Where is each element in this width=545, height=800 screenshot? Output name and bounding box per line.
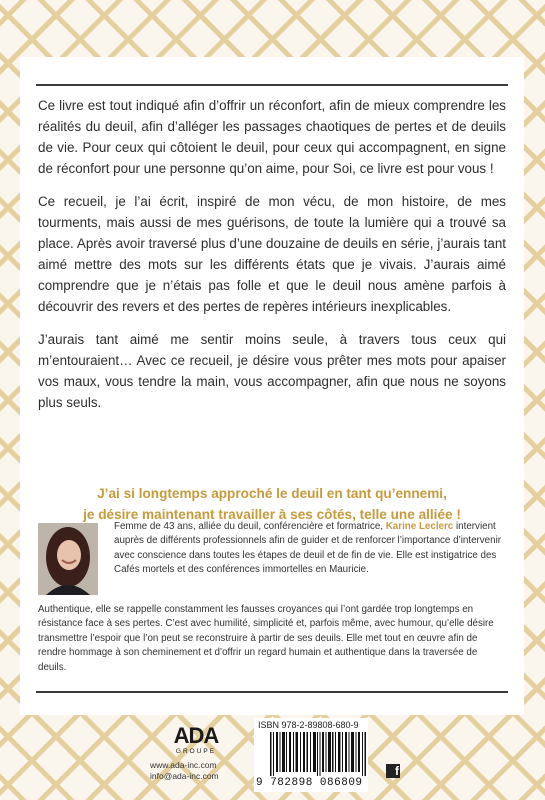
paragraph-3: J’aurais tant aimé me sentir moins seule, à travers tous ceux qui m’entouraient… Avec ce recueil, je désire vous prêter mes mots pour apaiser vos maux, vous tendre la main, vous accompagner, afin que nous ne soyons plus seuls. — [38, 332, 506, 410]
quote-line-2: je désire maintenant travailler à ses côtés, telle une alliée ! — [83, 507, 461, 522]
facebook-icon[interactable]: f — [386, 764, 400, 778]
email-link[interactable]: info@ada-inc.com — [150, 771, 219, 781]
website-link[interactable]: www.ada-inc.com — [150, 760, 217, 770]
author-name: Karine Leclerc — [385, 521, 454, 532]
back-cover-panel — [20, 57, 524, 715]
logo-text: ADA — [173, 723, 219, 748]
logo-subtext: GROUPE — [175, 748, 217, 755]
bio-intro: Femme de 43 ans, alliée du deuil, conférencière et formatrice, — [114, 521, 386, 532]
barcode-digits: 9 782898 086809 — [256, 777, 363, 789]
description-text — [38, 95, 506, 425]
paragraph-1: Ce livre est tout indiqué afin d’offrir un réconfort, afin de mieux comprendre les réalités du deuil, afin d’alléger les passages chaotiques de pertes et de deuils de vie. Pour ceux qui côtoient le deuil, pour ceux qui accompagnent, en signe de réconfort pour une personne qu’on aime, pour Soi, ce livre est pour vous ! — [38, 98, 506, 176]
author-photo — [38, 523, 98, 595]
highlight-quote — [38, 483, 506, 525]
publisher-logo — [170, 725, 222, 759]
bottom-rule — [36, 691, 508, 693]
author-bio-second: Authentique, elle se rappelle constamment les fausses croyances qui l’ont gardée trop longtemps en résistance face à ses pertes. C’est avec humilité, simplicité et, parfois même, avec humour, qu’elle désire transmettre l’espoir que l’on peut se reconstruire à partir de ses deuils. Elle met tout en œuvre afin de rendre hommage à son cheminement et d’offrir un regard humain et authentique dans la traversée de deuils. — [38, 604, 494, 673]
paragraph-2: Ce recueil, je l’ai écrit, inspiré de mon vécu, de mon histoire, de mes tourments, mais aussi de mes guérisons, de toute la lumière qui a trouvé sa place. Après avoir traversé plus d’une douzaine de deuils en série, j’aurais tant aimé mettre des mots sur les différents états que je vivais. J’aurais aimé comprendre que je n’étais pas folle et que le deuil nous amène parfois à découvrir des revers et des pertes de repères intérieurs inexplicables. — [38, 194, 506, 314]
bio-rest: intervient auprès de différents professionnels afin de guider et de renforcer l’importance d’intervenir avec conscience dans toutes les étapes de deuil et de fin de vie. Elle est instigatrice des Cafés mortels et des conférences immortelles en Mauricie. — [114, 521, 502, 576]
isbn-label: ISBN 978-2-89808-680-9 — [258, 720, 359, 730]
quote-line-1: J’ai si longtemps approché le deuil en tant qu’ennemi, — [97, 486, 447, 501]
barcode-bars — [270, 732, 366, 776]
top-rule — [36, 84, 508, 86]
publisher-contact — [150, 760, 219, 782]
author-bio — [114, 520, 506, 578]
